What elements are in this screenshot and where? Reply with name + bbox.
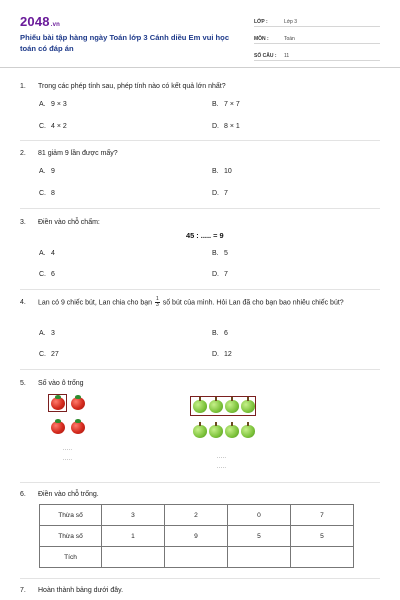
answer-blank[interactable]: ..... <box>217 454 227 460</box>
site-logo[interactable] <box>20 14 60 29</box>
option-letter: B. <box>212 250 219 257</box>
table-cell: 5 <box>228 526 291 547</box>
question-5 <box>20 378 378 389</box>
option-letter: C. <box>39 123 46 130</box>
tomato-icon <box>51 421 65 434</box>
question-text: 81 giảm 9 lần được mấy? <box>38 150 118 157</box>
meta-label: LỚP : <box>254 19 268 25</box>
option-b[interactable] <box>212 250 228 257</box>
option-a[interactable] <box>39 250 55 257</box>
option-letter: D. <box>212 123 219 130</box>
option-text: 6 <box>224 330 228 337</box>
option-d[interactable] <box>212 271 228 278</box>
question-text-before: Lan có 9 chiếc bút, Lan chia cho bạn <box>38 299 153 307</box>
meta-label: SỐ CÂU : <box>254 53 277 59</box>
question-text: Điền vào chỗ trống. <box>38 491 99 498</box>
math-expression: 45 : ..... = 9 <box>186 231 224 240</box>
option-letter: D. <box>212 271 219 278</box>
option-c[interactable] <box>39 123 67 130</box>
table-header-cell: Thừa số <box>40 526 102 547</box>
option-text: 8 × 1 <box>224 123 240 130</box>
table-cell: 3 <box>102 505 165 526</box>
apple-icon <box>209 400 223 413</box>
option-letter: C. <box>39 271 46 278</box>
table-answer-cell[interactable] <box>228 547 291 568</box>
meta-row-count <box>254 48 380 61</box>
meta-value: 11 <box>284 53 290 59</box>
option-b[interactable] <box>212 168 232 175</box>
option-text: 4 <box>51 250 55 257</box>
logo-main: 2048 <box>20 14 50 29</box>
option-d[interactable] <box>212 190 228 197</box>
table-cell: 5 <box>291 526 354 547</box>
fraction-numerator: 1 <box>155 296 159 302</box>
option-text: 9 × 3 <box>51 101 67 108</box>
table-row <box>40 526 354 547</box>
fraction <box>155 297 160 308</box>
table-cell: 0 <box>228 505 291 526</box>
answer-blank[interactable]: ..... <box>63 456 73 462</box>
fraction-denominator: 3 <box>155 302 159 308</box>
table-header-cell: Tích <box>40 547 102 568</box>
option-d[interactable] <box>212 351 232 358</box>
multiplication-table <box>39 504 354 568</box>
apple-icon <box>193 400 207 413</box>
option-letter: C. <box>39 351 46 358</box>
header-divider <box>0 67 400 68</box>
table-answer-cell[interactable] <box>102 547 165 568</box>
table-cell: 2 <box>165 505 228 526</box>
option-text: 7 <box>224 190 228 197</box>
question-divider <box>20 208 380 209</box>
option-text: 7 × 7 <box>224 101 240 108</box>
table-row <box>40 505 354 526</box>
question-4 <box>20 297 378 308</box>
question-text <box>38 297 378 308</box>
option-text: 27 <box>51 351 59 358</box>
question-text: Trong các phép tính sau, phép tính nào có kết quả lớn nhất? <box>38 83 226 90</box>
apple-icon <box>241 400 255 413</box>
logo-suffix: .vn <box>50 22 61 28</box>
tomato-icon <box>71 421 85 434</box>
table-answer-cell[interactable] <box>165 547 228 568</box>
apple-icon <box>225 425 239 438</box>
question-3 <box>20 217 378 228</box>
table-header-cell: Thừa số <box>40 505 102 526</box>
apple-icon <box>209 425 223 438</box>
question-text: Điền vào chỗ chấm: <box>38 219 100 226</box>
question-text: Hoàn thành bảng dưới đây. <box>38 587 124 594</box>
option-c[interactable] <box>39 271 55 278</box>
option-text: 8 <box>51 190 55 197</box>
question-number: 1. <box>20 83 26 90</box>
meta-value: Toán <box>284 36 295 42</box>
question-number: 5. <box>20 380 26 387</box>
question-text: Số vào ô trống <box>38 380 84 387</box>
option-b[interactable] <box>212 101 240 108</box>
question-divider <box>20 482 380 483</box>
option-letter: A. <box>39 250 46 257</box>
option-a[interactable] <box>39 330 55 337</box>
option-text: 4 × 2 <box>51 123 67 130</box>
option-b[interactable] <box>212 330 228 337</box>
apple-icon <box>241 425 255 438</box>
tomato-icon <box>71 397 85 410</box>
answer-blank[interactable]: ..... <box>63 446 73 452</box>
question-1 <box>20 81 378 92</box>
question-number: 3. <box>20 219 26 226</box>
option-text: 3 <box>51 330 55 337</box>
tomato-icon <box>51 397 65 410</box>
question-7 <box>20 585 378 596</box>
option-text: 9 <box>51 168 55 175</box>
question-number: 4. <box>20 299 26 306</box>
question-number: 6. <box>20 491 26 498</box>
option-text: 7 <box>224 271 228 278</box>
question-number: 2. <box>20 150 26 157</box>
meta-value: Lớp 3 <box>284 19 298 25</box>
question-divider <box>20 578 380 579</box>
question-text-after: số bút của mình. Hỏi Lan đã cho bạn bao nhiêu chiếc bút? <box>162 299 344 307</box>
option-letter: A. <box>39 168 46 175</box>
answer-blank[interactable]: ..... <box>217 464 227 470</box>
option-letter: A. <box>39 101 46 108</box>
table-cell: 7 <box>291 505 354 526</box>
question-2 <box>20 148 378 159</box>
option-letter: D. <box>212 351 219 358</box>
option-a[interactable] <box>39 168 55 175</box>
worksheet-title: Phiếu bài tập hàng ngày Toán lớp 3 Cánh diều Em vui học toán có đáp án <box>20 33 230 53</box>
table-answer-cell[interactable] <box>291 547 354 568</box>
option-d[interactable] <box>212 123 240 130</box>
question-divider <box>20 140 380 141</box>
option-text: 5 <box>224 250 228 257</box>
option-text: 12 <box>224 351 232 358</box>
option-c[interactable] <box>39 190 55 197</box>
option-text: 10 <box>224 168 232 175</box>
apple-icon <box>225 400 239 413</box>
table-cell: 1 <box>102 526 165 547</box>
question-divider <box>20 369 380 370</box>
option-letter: B. <box>212 168 219 175</box>
option-c[interactable] <box>39 351 59 358</box>
meta-label: MÔN : <box>254 36 269 42</box>
meta-row-subject <box>254 31 380 44</box>
table-row <box>40 547 354 568</box>
option-letter: B. <box>212 330 219 337</box>
option-letter: A. <box>39 330 46 337</box>
question-6 <box>20 489 378 500</box>
option-letter: B. <box>212 101 219 108</box>
table-cell: 9 <box>165 526 228 547</box>
option-text: 6 <box>51 271 55 278</box>
option-a[interactable] <box>39 101 67 108</box>
option-letter: C. <box>39 190 46 197</box>
question-divider <box>20 289 380 290</box>
apple-icon <box>193 425 207 438</box>
option-letter: D. <box>212 190 219 197</box>
meta-info <box>254 14 380 65</box>
question-number: 7. <box>20 587 26 594</box>
meta-row-class <box>254 14 380 27</box>
